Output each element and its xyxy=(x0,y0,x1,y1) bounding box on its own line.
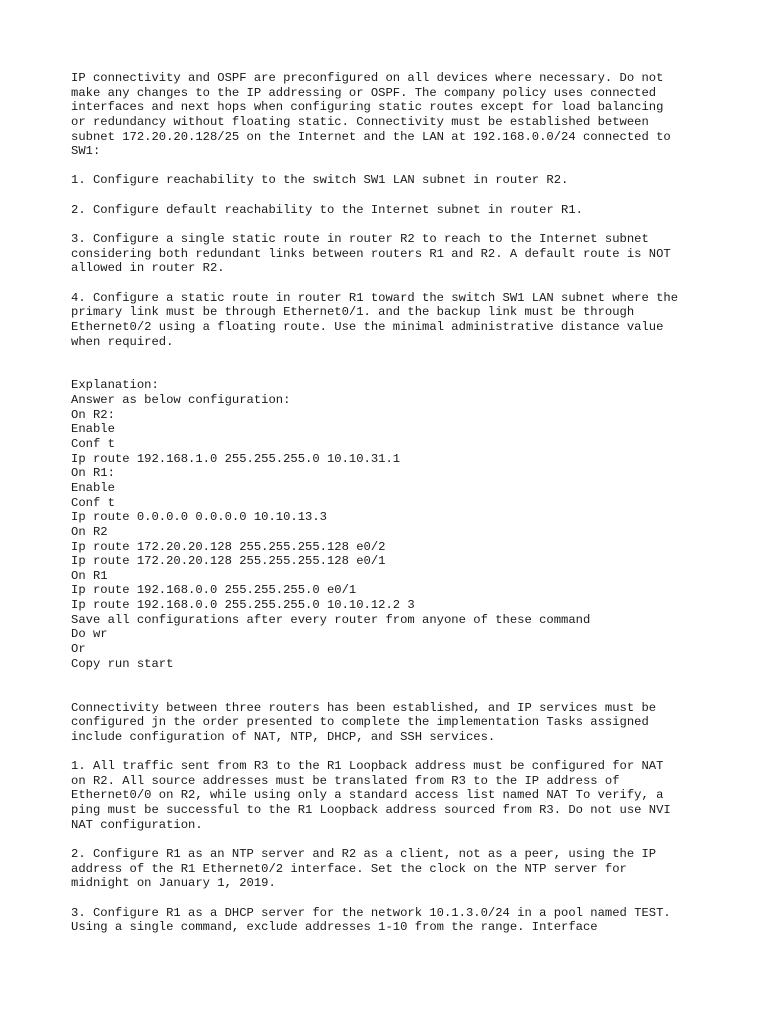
paragraph xyxy=(71,203,731,218)
text-line: or redundancy without floating static. Connectivity must be established between xyxy=(71,114,649,129)
text-line: IP connectivity and OSPF are preconfigured on all devices where necessary. Do not xyxy=(71,71,664,85)
text-line: when required. xyxy=(71,334,174,349)
paragraph xyxy=(71,701,731,745)
text-line: On R1 xyxy=(71,568,108,583)
text-line: Enable xyxy=(71,422,115,437)
text-line: Using a single command, exclude addresses 1-10 from the range. Interface xyxy=(71,920,598,935)
text-line: include configuration of NAT, NTP, DHCP, and SSH services. xyxy=(71,729,496,744)
text-line: Ip route 172.20.20.128 255.255.255.128 e0/2 xyxy=(71,539,386,554)
text-line: Connectivity between three routers has been established, and IP services must be xyxy=(71,700,657,715)
text-line: 2. Configure R1 as an NTP server and R2 as a client, not as a peer, using the IP xyxy=(71,846,657,861)
text-line: Ip route 192.168.0.0 255.255.255.0 10.10.12.2 3 xyxy=(71,598,415,613)
text-line: make any changes to the IP addressing or OSPF. The company policy uses connected xyxy=(71,85,657,100)
blank-line xyxy=(71,364,731,379)
blank-line xyxy=(71,276,731,291)
paragraph xyxy=(71,232,731,276)
blank-line xyxy=(71,686,731,701)
text-line: Ethernet0/0 on R2, while using only a standard access list named NAT To verify, a xyxy=(71,788,664,803)
text-line: Copy run start xyxy=(71,656,174,671)
paragraph xyxy=(71,71,731,159)
text-line: On R2: xyxy=(71,407,115,422)
blank-line xyxy=(71,188,731,203)
text-line: Ip route 192.168.0.0 255.255.255.0 e0/1 xyxy=(71,583,357,598)
text-line: address of the R1 Ethernet0/2 interface. Set the clock on the NTP server for xyxy=(71,861,627,876)
text-line: 2. Configure default reachability to the Internet subnet in router R1. xyxy=(71,202,583,217)
paragraph xyxy=(71,847,731,891)
text-line: Ip route 172.20.20.128 255.255.255.128 e0/1 xyxy=(71,554,386,569)
text-line: Conf t xyxy=(71,437,115,452)
text-line: 1. Configure reachability to the switch SW1 LAN subnet in router R2. xyxy=(71,173,569,188)
paragraph xyxy=(71,906,731,935)
text-line: allowed in router R2. xyxy=(71,261,225,276)
paragraph xyxy=(71,291,731,350)
text-line: Save all configurations after every router from anyone of these command xyxy=(71,612,591,627)
text-line: ping must be successful to the R1 Loopback address sourced from R3. Do not use NVI xyxy=(71,803,671,818)
text-line: On R1: xyxy=(71,466,115,481)
text-line: Ip route 192.168.1.0 255.255.255.0 10.10.31.1 xyxy=(71,451,401,466)
text-line: midnight on January 1, 2019. xyxy=(71,876,276,891)
text-line: Ip route 0.0.0.0 0.0.0.0 10.10.13.3 xyxy=(71,510,327,525)
text-line: subnet 172.20.20.128/25 on the Internet and the LAN at 192.168.0.0/24 connected to xyxy=(71,129,671,144)
text-line: considering both redundant links between routers R1 and R2. A default route is NOT xyxy=(71,246,671,261)
paragraph xyxy=(71,759,731,832)
text-line: NAT configuration. xyxy=(71,817,203,832)
paragraph xyxy=(71,378,731,671)
text-line: on R2. All source addresses must be translated from R3 to the IP address of xyxy=(71,773,620,788)
text-line: Enable xyxy=(71,480,115,495)
text-line: Or xyxy=(71,641,86,656)
blank-line xyxy=(71,671,731,686)
text-line: Conf t xyxy=(71,495,115,510)
blank-line xyxy=(71,891,731,906)
text-line: configured jn the order presented to complete the implementation Tasks assigned xyxy=(71,715,649,730)
blank-line xyxy=(71,217,731,232)
text-line: primary link must be through Ethernet0/1. and the backup link must be through xyxy=(71,305,635,320)
blank-line xyxy=(71,349,731,364)
blank-line xyxy=(71,832,731,847)
text-line: On R2 xyxy=(71,524,108,539)
text-line: Explanation: xyxy=(71,378,159,393)
text-line: 3. Configure a single static route in router R2 to reach to the Internet subnet xyxy=(71,232,649,247)
document-page xyxy=(71,71,731,935)
text-line: 3. Configure R1 as a DHCP server for the network 10.1.3.0/24 in a pool named TEST. xyxy=(71,905,671,920)
blank-line xyxy=(71,744,731,759)
text-line: Do wr xyxy=(71,627,108,642)
text-line: 4. Configure a static route in router R1 toward the switch SW1 LAN subnet where the xyxy=(71,290,679,305)
text-line: Ethernet0/2 using a floating route. Use the minimal administrative distance value xyxy=(71,319,664,334)
text-line: 1. All traffic sent from R3 to the R1 Loopback address must be configured for NAT xyxy=(71,759,664,774)
blank-line xyxy=(71,159,731,174)
text-line: Answer as below configuration: xyxy=(71,393,291,408)
text-line: interfaces and next hops when configuring static routes except for load balancing xyxy=(71,100,664,115)
text-line: SW1: xyxy=(71,144,101,159)
paragraph xyxy=(71,173,731,188)
